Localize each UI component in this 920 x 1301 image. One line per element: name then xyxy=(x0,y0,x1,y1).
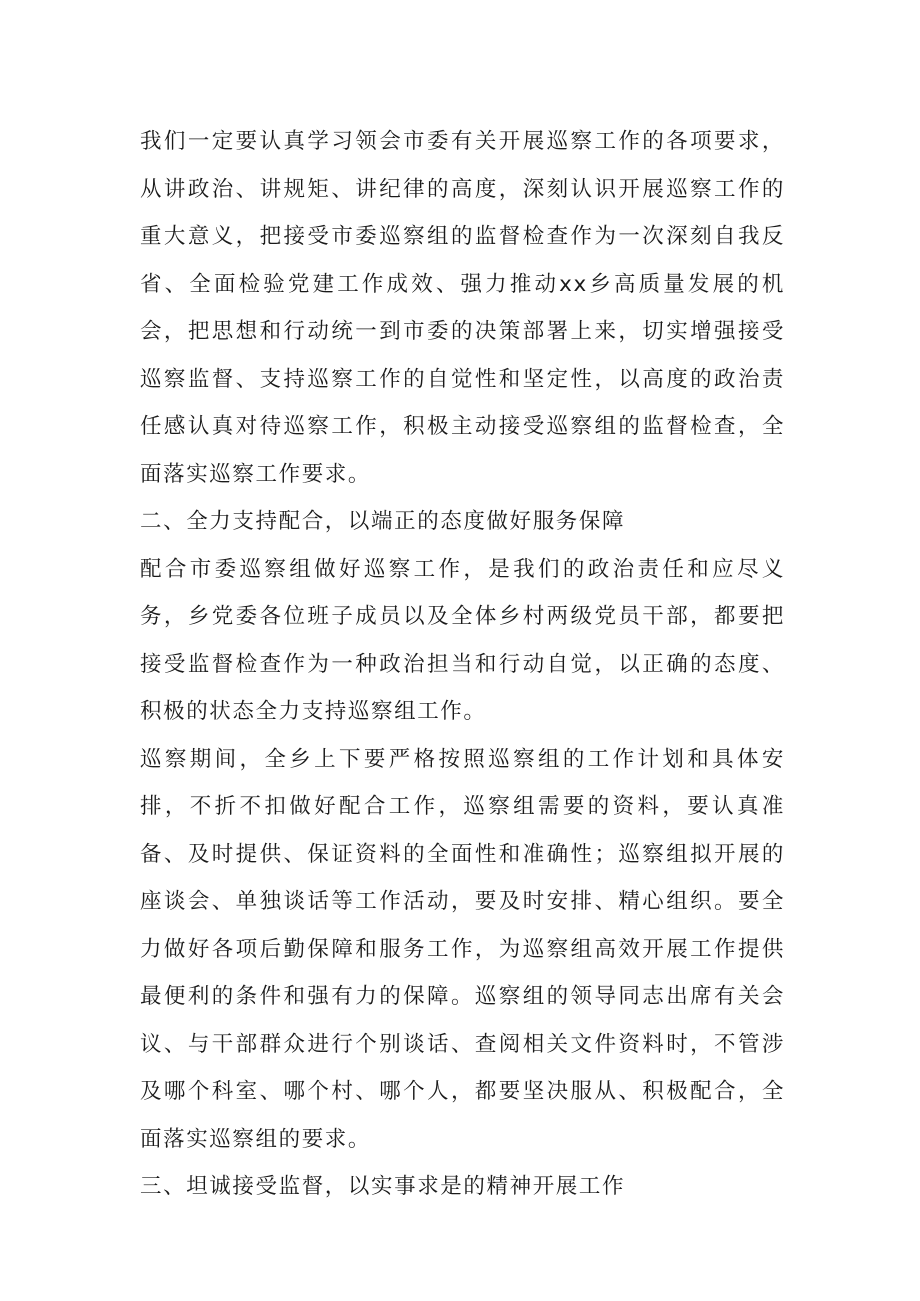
section-heading-3: 三、坦诚接受监督，以实事求是的精神开展工作 xyxy=(140,1174,626,1199)
document-body xyxy=(140,118,785,1211)
section-heading-2: 二、全力支持配合，以端正的态度做好服务保障 xyxy=(140,509,626,534)
paragraph-intro: 我们一定要认真学习领会市委有关开展巡察工作的各项要求，从讲政治、讲规矩、讲纪律的高度，深刻认识开展巡察工作的重大意义，把接受市委巡察组的监督检查作为一次深刻自我反省、全面检验党建工作成效、强力推动xx乡高质量发展的机会，把思想和行动统一到市委的决策部署上来，切实增强接受巡察监督、支持巡察工作的自觉性和坚定性，以高度的政治责任感认真对待巡察工作，积极主动接受巡察组的监督检查，全面落实巡察工作要求。 xyxy=(140,129,785,487)
paragraph-inspection-period: 巡察期间，全乡上下要严格按照巡察组的工作计划和具体安排，不折不扣做好配合工作，巡察组需要的资料，要认真准备、及时提供、保证资料的全面性和准确性；巡察组拟开展的座谈会、单独谈话等工作活动，要及时安排、精心组织。要全力做好各项后勤保障和服务工作，为巡察组高效开展工作提供最便利的条件和强有力的保障。巡察组的领导同志出席有关会议、与干部群众进行个别谈话、查阅相关文件资料时，不管涉及哪个科室、哪个村、哪个人，都要坚决服从、积极配合，全面落实巡察组的要求。 xyxy=(140,746,785,1152)
paragraph-cooperation: 配合市委巡察组做好巡察工作，是我们的政治责任和应尽义务，乡党委各位班子成员以及全体乡村两级党员干部，都要把接受监督检查作为一种政治担当和行动自觉，以正确的态度、积极的状态全力支持巡察组工作。 xyxy=(140,556,785,724)
